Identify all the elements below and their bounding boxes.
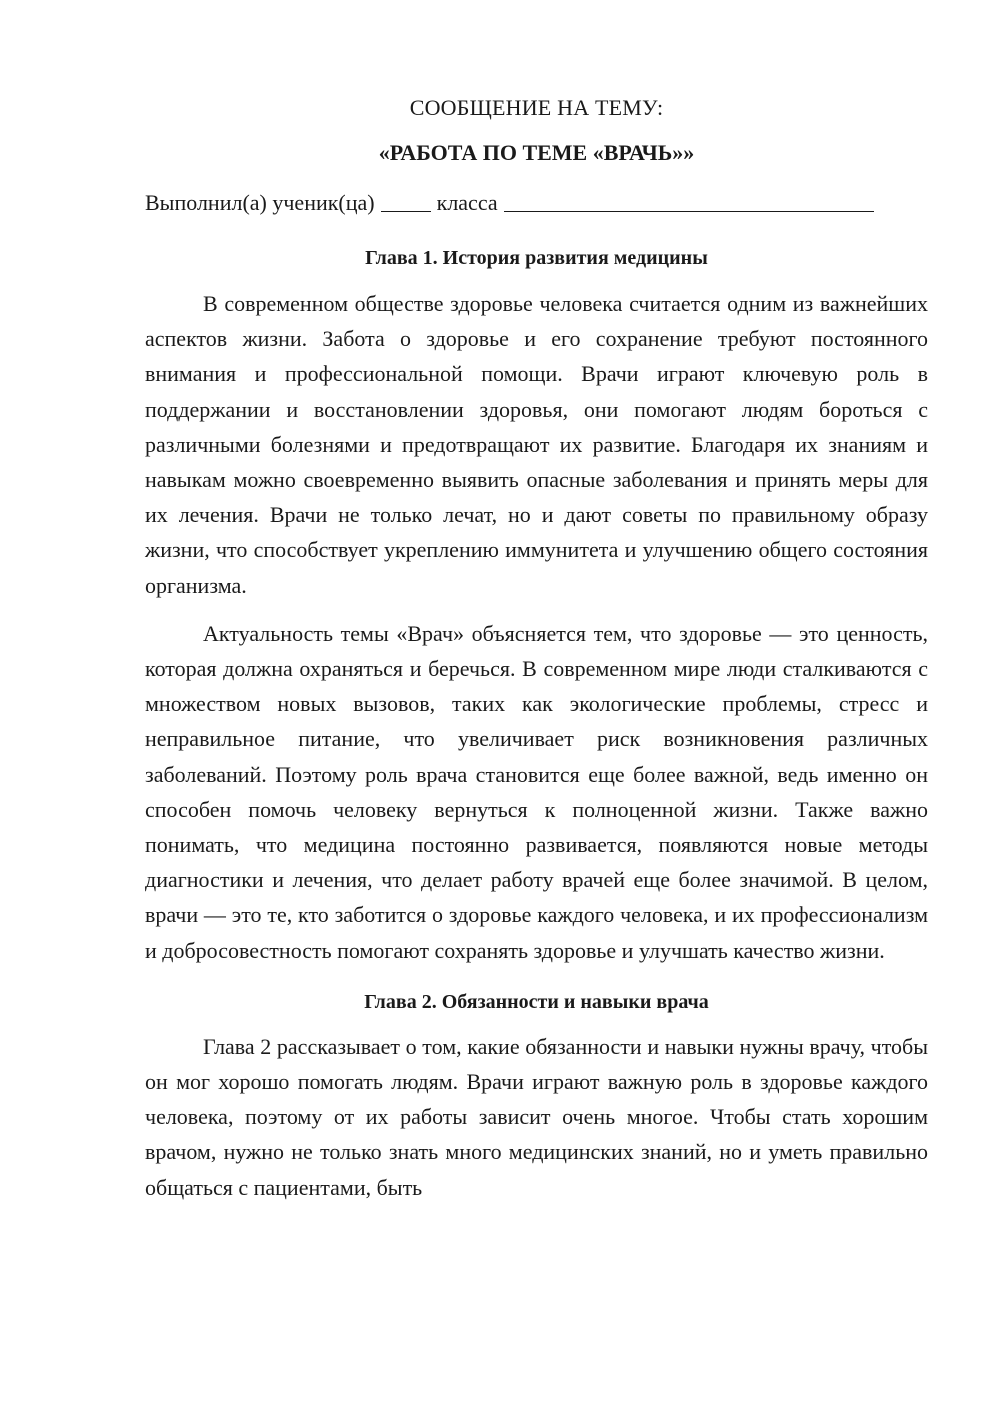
class-label: класса [436, 190, 498, 215]
chapter-1-title: Глава 1. История развития медицины [365, 247, 708, 269]
chapter-1-paragraph-2: Актуальность темы «Врач» объясняется тем, что здоровье — это ценность, которая должна охраняться и беречься. В современном мире люди сталкиваются с множеством новых вызовов, таких как экологические проблемы, стресс и неправильное питание, что увеличивает риск возникновения различных заболеваний. Поэтому роль врача становится еще более важной, ведь именно он способен помочь человеку вернуться к полноценной жизни. Также важно понимать, что медицина постоянно развивается, появляются новые методы диагностики и лечения, что делает работу врачей еще более значимой. В целом, врачи — это те, кто заботится о здоровье каждого человека, и их профессионализм и добросовестность помогают сохранять здоровье и улучшать качество жизни. [145, 620, 928, 963]
document-page [145, 90, 928, 1205]
student-name-blank [504, 191, 874, 212]
chapter-2-title: Глава 2. Обязанности и навыки врача [364, 990, 709, 1013]
class-number-blank [381, 191, 431, 212]
performed-by-label: Выполнил(а) ученик(ца) [145, 190, 375, 215]
document-topic: «РАБОТА ПО ТЕМЕ «ВРАЧЬ»» [378, 140, 695, 165]
author-line [145, 189, 928, 217]
chapter-1-paragraph-1: В современном обществе здоровье человека считается одним из важнейших аспектов жизни. Забота о здоровье и его сохранение требуют постоянного внимания и профессиональной помощи. Врачи играют ключевую роль в поддержании и восстановлении здоровья, они помогают людям бороться с различными болезнями и предотвращают их развитие. Благодаря их знаниям и навыкам можно своевременно выявить опасные заболевания и принять меры для их лечения. Врачи не только лечат, но и дают советы по правильному образу жизни, что способствует укреплению иммунитета и улучшению общего состояния организма. [145, 291, 928, 598]
chapter-2-paragraph-1: Глава 2 рассказывает о том, какие обязанности и навыки нужны врачу, чтобы он мог хорошо помогать людям. Врачи играют важную роль в здоровье каждого человека, поэтому от их работы зависит очень многое. Чтобы стать хорошим врачом, нужно не только знать много медицинских знаний, но и уметь правильно общаться с пациентами, быть [145, 1033, 928, 1200]
document-heading: СООБЩЕНИЕ НА ТЕМУ: [409, 95, 664, 120]
